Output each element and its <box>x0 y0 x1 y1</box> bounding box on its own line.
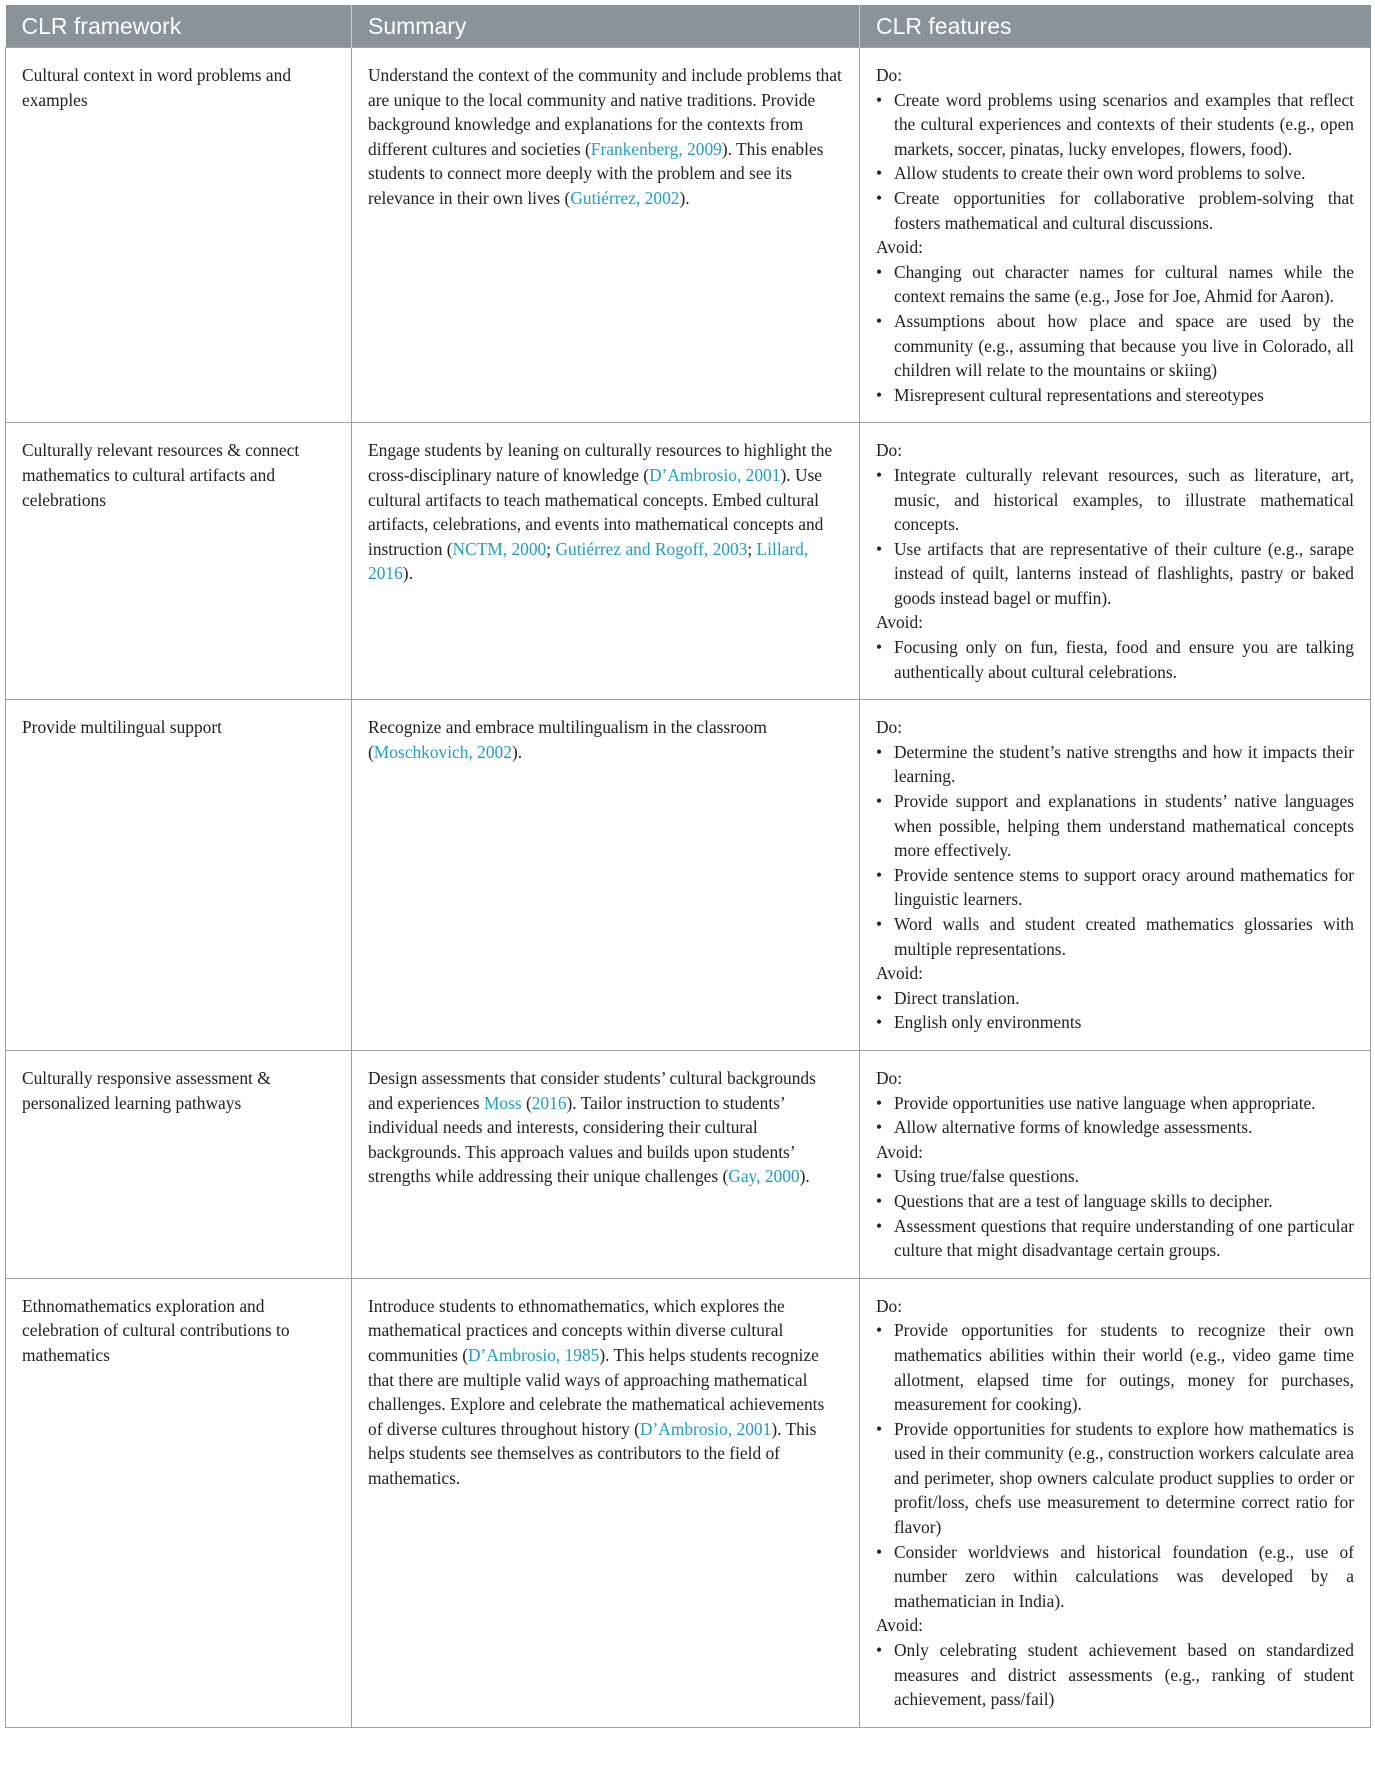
bullet-icon: • <box>876 914 883 934</box>
list-item <box>876 635 1354 684</box>
bullet-icon: • <box>876 261 883 282</box>
citation-link[interactable]: Gay, 2000 <box>728 1166 800 1187</box>
list-item-text: Focusing only on fun, fiesta, food and ensure you are talking authentically about cultural celebrations. <box>894 637 1354 682</box>
header-clr-framework: CLR framework <box>6 5 352 48</box>
list-item <box>876 1164 1354 1189</box>
list-item-text: Only celebrating student achievement based on standardized measures and district assessments (e.g., ranking of student achievement, pass/fail) <box>894 1640 1354 1710</box>
citation-link[interactable]: Lillard, 2016 <box>368 538 809 584</box>
bullet-icon: • <box>876 538 883 559</box>
bullet-icon: • <box>876 637 883 658</box>
list-item <box>876 1318 1354 1416</box>
summary-text: ). <box>402 563 413 584</box>
do-label: Do: <box>876 717 903 738</box>
do-list <box>876 740 1354 961</box>
list-item-text: Allow alternative forms of knowledge assessments. <box>894 1117 1253 1138</box>
bullet-icon: • <box>876 1117 883 1138</box>
list-item-text: Determine the student’s native strengths and how it impacts their learning. <box>894 741 1354 787</box>
do-label: Do: <box>876 65 903 85</box>
citation-link[interactable]: Frankenberg, 2009 <box>590 138 722 159</box>
avoid-list <box>876 260 1354 408</box>
features-cell <box>860 1050 1371 1278</box>
list-item <box>876 912 1354 961</box>
summary-text: Introduce students to ethnomathematics, which explores the mathematical practices and concepts within diverse cultural communities ( <box>368 1295 785 1365</box>
framework-cell: Cultural context in word problems and examples <box>6 48 352 423</box>
avoid-list <box>876 1638 1354 1712</box>
citation-link[interactable]: Moschkovich, 2002 <box>373 741 512 762</box>
list-item-text: Provide support and explanations in students’ native languages when possible, helping them understand mathematical concepts more effectively. <box>894 791 1354 861</box>
list-item <box>876 161 1354 186</box>
avoid-list <box>876 986 1354 1035</box>
list-item-text: Using true/false questions. <box>894 1166 1079 1187</box>
summary-cell <box>352 48 860 423</box>
bullet-icon: • <box>876 310 883 331</box>
framework-cell: Culturally relevant resources & connect mathematics to cultural artifacts and celebrations <box>6 423 352 700</box>
clr-table <box>5 5 1371 1728</box>
list-item-text: Assumptions about how place and space are used by the community (e.g., assuming that because you live in Colorado, all children will relate to the mountains or skiing) <box>894 310 1354 381</box>
table-row <box>6 1278 1371 1727</box>
citation-link[interactable]: Gutiérrez, 2002 <box>570 187 680 208</box>
summary-text: Engage students by leaning on culturally resources to highlight the cross-disciplinary nature of knowledge ( <box>368 440 833 485</box>
clr-table-container <box>5 5 1370 1728</box>
list-item <box>876 1115 1354 1140</box>
bullet-icon: • <box>876 1541 883 1562</box>
bullet-icon: • <box>876 864 883 885</box>
list-item-text: Direct translation. <box>894 987 1020 1008</box>
features-cell <box>860 423 1371 700</box>
bullet-icon: • <box>876 1012 883 1033</box>
list-item-text: Consider worldviews and historical foundation (e.g., use of number zero within calculations was developed by a mathematician in India). <box>894 1541 1354 1611</box>
list-item-text: Changing out character names for cultural names while the context remains the same (e.g., Jose for Joe, Ahmid for Aaron). <box>894 261 1354 307</box>
list-item <box>876 537 1354 611</box>
list-item <box>876 863 1354 912</box>
bullet-icon: • <box>876 1215 883 1236</box>
bullet-icon: • <box>876 464 883 485</box>
summary-cell <box>352 700 860 1051</box>
list-item-text: Provide opportunities use native language when appropriate. <box>894 1092 1316 1113</box>
summary-text: ). Tailor instruction to students’ individual needs and interests, considering their cultural backgrounds. This approach values and builds upon students’ strengths while addressing their unique challenges ( <box>368 1092 795 1187</box>
list-item-text: Provide opportunities for students to explore how mathematics is used in their community (e.g., construction workers calculate area and perimeter, shop owners calculate product supplies to order or profit/loss, chefs use measurement to determine correct ratio for flavor) <box>894 1418 1354 1538</box>
bullet-icon: • <box>876 187 883 208</box>
features-cell <box>860 48 1371 423</box>
list-item-text: Word walls and student created mathematics glossaries with multiple representations. <box>894 914 1354 959</box>
list-item <box>876 986 1354 1011</box>
list-item <box>876 463 1354 537</box>
citation-link[interactable]: D’Ambrosio, 1985 <box>467 1344 600 1365</box>
summary-text: ). <box>679 187 690 208</box>
do-list <box>876 1318 1354 1613</box>
table-row <box>6 48 1371 423</box>
summary-text: ( <box>521 1092 532 1113</box>
citation-link[interactable]: D’Ambrosio, 2001 <box>639 1418 772 1439</box>
list-item <box>876 1638 1354 1712</box>
avoid-label: Avoid: <box>876 963 924 984</box>
bullet-icon: • <box>876 1092 883 1113</box>
summary-text: ). This helps students recognize that there are multiple valid ways of approaching mathematical challenges. Explore and celebrate the mathematical achievements of diverse cultures throughout history ( <box>368 1344 825 1439</box>
table-row <box>6 700 1371 1051</box>
avoid-list <box>876 635 1354 684</box>
summary-cell <box>352 1050 860 1278</box>
avoid-label: Avoid: <box>876 237 924 258</box>
summary-text: Understand the context of the community and include problems that are unique to the local community and native traditions. Provide background knowledge and explanations for the contexts from different cultures and societies ( <box>368 65 842 159</box>
summary-text: Recognize and embrace multilingualism in the classroom ( <box>368 717 767 762</box>
list-item <box>876 1091 1354 1116</box>
do-list <box>876 463 1354 611</box>
citation-link[interactable]: 2016 <box>531 1092 567 1113</box>
list-item-text: Provide sentence stems to support oracy around mathematics for linguistic learners. <box>894 864 1354 910</box>
summary-text: ; <box>546 538 556 559</box>
table-row <box>6 423 1371 700</box>
list-item-text: Allow students to create their own word problems to solve. <box>894 163 1306 184</box>
list-item-text: Create word problems using scenarios and examples that reflect the cultural experiences and contexts of their students (e.g., open markets, soccer, pinatas, lucky envelopes, flowers, food). <box>894 89 1354 159</box>
summary-text: ). <box>511 741 523 762</box>
list-item-text: Provide opportunities for students to recognize their own mathematics abilities within their world (e.g., video game time allotment, elapsed time for outings, money for purchases, measurement for cooking). <box>894 1320 1354 1415</box>
list-item-text: Assessment questions that require understanding of one particular culture that might disadvantage certain groups. <box>894 1215 1354 1261</box>
summary-text: ). Use cultural artifacts to teach mathematical concepts. Embed cultural artifacts, celebrations, and events into mathematical concepts and instruction ( <box>368 464 824 559</box>
citation-link[interactable]: D’Ambrosio, 2001 <box>649 464 781 485</box>
list-item-text: Create opportunities for collaborative problem-solving that fosters mathematical and cultural discussions. <box>894 187 1354 233</box>
list-item <box>876 1214 1354 1263</box>
summary-text: ). This enables students to connect more deeply with the problem and see its relevance in their own lives ( <box>368 138 824 208</box>
summary-text: ; <box>747 538 757 559</box>
bullet-icon: • <box>876 89 883 110</box>
framework-cell: Provide multilingual support <box>6 700 352 1051</box>
table-row <box>6 1050 1371 1278</box>
table-body <box>6 48 1371 1728</box>
citation-link[interactable]: Gutiérrez and Rogoff, 2003 <box>555 538 748 559</box>
list-item <box>876 1417 1354 1540</box>
summary-text: ). <box>799 1166 810 1187</box>
list-item <box>876 1010 1354 1035</box>
bullet-icon: • <box>876 741 883 762</box>
list-item <box>876 383 1354 408</box>
do-label: Do: <box>876 440 903 461</box>
bullet-icon: • <box>876 1418 883 1439</box>
summary-cell <box>352 1278 860 1727</box>
list-item <box>876 1540 1354 1614</box>
list-item-text: Integrate culturally relevant resources, such as literature, art, music, and historical examples, to illustrate mathematical concepts. <box>894 464 1354 535</box>
table-header-row <box>6 5 1371 48</box>
do-label: Do: <box>876 1295 903 1316</box>
do-label: Do: <box>876 1067 903 1088</box>
bullet-icon: • <box>876 163 883 184</box>
do-list <box>876 88 1354 236</box>
list-item-text: Misrepresent cultural representations and stereotypes <box>894 384 1264 405</box>
header-summary: Summary <box>352 5 860 48</box>
summary-text: ). This helps students see themselves as contributors to the field of mathematics. <box>368 1418 817 1488</box>
summary-text: Design assessments that consider students’ cultural backgrounds and experiences <box>368 1067 816 1113</box>
list-item <box>876 740 1354 789</box>
list-item <box>876 186 1354 235</box>
framework-cell: Ethnomathematics exploration and celebration of cultural contributions to mathematics <box>6 1278 352 1727</box>
list-item-text: English only environments <box>894 1012 1082 1033</box>
features-cell <box>860 700 1371 1051</box>
bullet-icon: • <box>876 1190 883 1211</box>
bullet-icon: • <box>876 384 883 405</box>
list-item <box>876 789 1354 863</box>
list-item-text: Use artifacts that are representative of their culture (e.g., sarape instead of quilt, lanterns instead of flashlights, pastry or baked goods instead bagel or muffin). <box>894 538 1354 608</box>
citation-link[interactable]: NCTM, 2000 <box>452 538 547 559</box>
list-item <box>876 309 1354 383</box>
avoid-label: Avoid: <box>876 1141 924 1162</box>
framework-cell: Culturally responsive assessment & personalized learning pathways <box>6 1050 352 1278</box>
avoid-label: Avoid: <box>876 612 924 633</box>
list-item-text: Questions that are a test of language skills to decipher. <box>894 1190 1273 1211</box>
header-clr-features: CLR features <box>860 5 1371 48</box>
bullet-icon: • <box>876 1166 883 1187</box>
bullet-icon: • <box>876 1640 883 1661</box>
bullet-icon: • <box>876 791 883 812</box>
bullet-icon: • <box>876 1320 883 1341</box>
list-item <box>876 88 1354 162</box>
citation-link[interactable]: Moss <box>483 1092 522 1113</box>
list-item <box>876 1189 1354 1214</box>
avoid-label: Avoid: <box>876 1615 924 1636</box>
summary-cell <box>352 423 860 700</box>
avoid-list <box>876 1164 1354 1262</box>
do-list <box>876 1091 1354 1140</box>
bullet-icon: • <box>876 987 883 1008</box>
features-cell <box>860 1278 1371 1727</box>
list-item <box>876 260 1354 309</box>
